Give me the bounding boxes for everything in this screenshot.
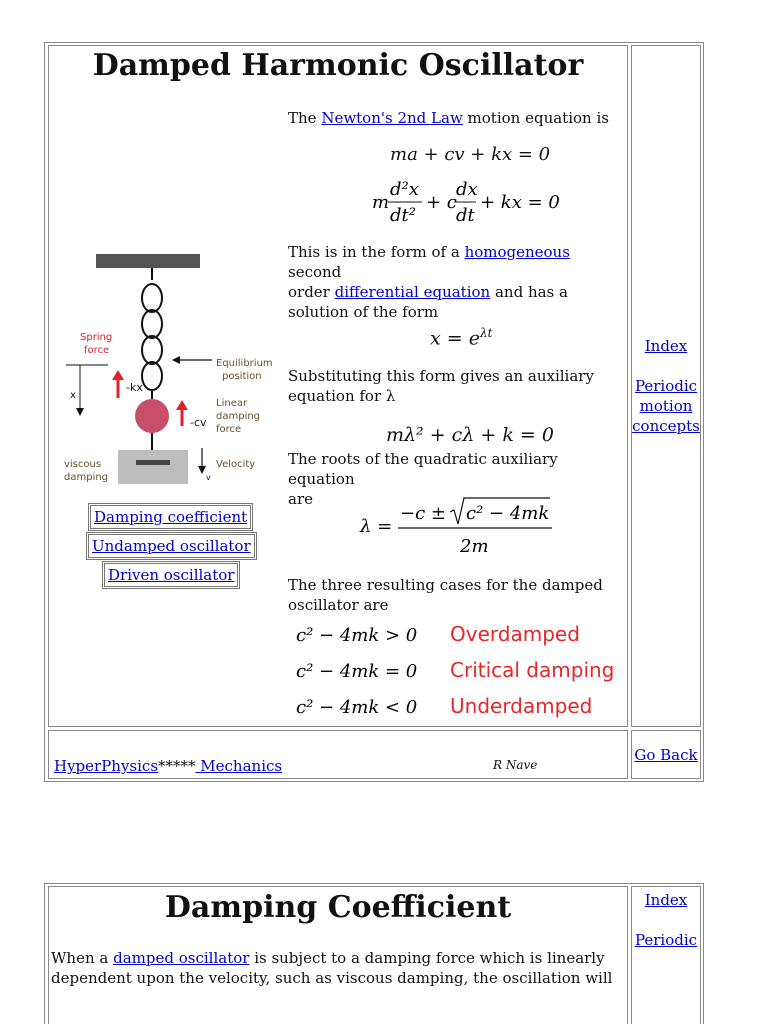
homogeneous-text [288,242,623,322]
index-link[interactable]: Index [644,337,688,355]
eq2-den2: dt [456,205,475,226]
damping-label: damping [216,411,261,422]
damper-box [118,450,188,484]
newtons-law-link[interactable]: Newton's 2nd Law [321,109,463,127]
eq2-den1: dt² [390,205,416,226]
case-underdamped-expr: c² − 4mk < 0 [296,697,418,718]
mechanics-link[interactable]: Mechanics [195,757,283,775]
damper-piston [136,460,170,465]
eq2-tail: + kx = 0 [480,192,560,213]
cases-intro-text [288,575,623,615]
side-index [631,336,701,356]
v-label: v [206,473,211,482]
case-underdamped-label: Underdamped [450,694,593,718]
side2-periodic [631,930,701,950]
p4-line1: The roots of the quadratic auxiliary equation [288,450,558,488]
periodic-link-2[interactable]: Periodic [634,931,698,949]
case-overdamped-expr: c² − 4mk > 0 [296,625,418,646]
p5-line2: oscillator are [288,596,389,614]
mass-ball [135,399,169,433]
periodic-motion-link-1[interactable]: Periodic [634,377,698,395]
case-critical-label: Critical damping [450,658,615,682]
viscous-damping-label: damping [64,472,109,483]
equation-auxiliary: mλ² + cλ + k = 0 [386,424,554,446]
damping-p-a: When a [51,949,114,967]
case-critical-expr: c² − 4mk = 0 [296,661,418,682]
velocity-label: Velocity [216,459,256,470]
equation-solution [430,326,492,349]
periodic-motion-link-3[interactable]: concepts [632,417,700,435]
author-credit: R Nave [493,758,538,772]
damping-force-arrowhead [176,400,188,410]
p2-b: second [288,263,342,281]
equilibrium-arrowhead [172,356,180,364]
equilibrium-label: Equilibrium [216,358,273,369]
index-link-2[interactable]: Index [644,891,688,909]
damping-p-line2: dependent upon the velocity, such as viscous damping, the oscillation will [51,969,613,987]
p3-line1: Substituting this form gives an auxiliary [288,367,594,385]
go-back-link[interactable]: Go Back [634,746,698,764]
undamped-oscillator-link[interactable]: Undamped oscillator [92,537,251,555]
force-label: force [216,424,242,435]
damping-p-b: is subject to a damping force which is linearly [249,949,605,967]
damping-title: Damping Coefficient [164,890,512,925]
kx-label: -kx [126,381,143,394]
p2-d: and has a [490,283,568,301]
hyperphysics-link[interactable]: HyperPhysics [54,757,159,775]
eq2-plus-c: + c [426,192,457,213]
side2-index [631,890,701,910]
eq3-exponent: λt [479,326,493,340]
footer-nav [54,756,282,776]
homogeneous-link[interactable]: homogeneous [464,243,570,261]
page-title: Damped Harmonic Oscillator [92,48,584,83]
spring-coil [142,268,162,400]
velocity-arrowhead [198,466,206,474]
cv-label: -cv [190,416,207,429]
equilibrium-label2: position [222,371,262,382]
eq2-m: m [372,192,390,213]
eq2-num2: dx [456,179,478,200]
spring-mass-diagram [60,250,280,490]
viscous-label: viscous [64,459,102,470]
eq5-radicand: c² − 4mk [466,503,550,524]
p2-c: order [288,283,335,301]
equation-roots [358,494,558,558]
damping-cases [294,618,624,724]
x-label: x [70,390,76,401]
damped-oscillator-link[interactable]: damped oscillator [113,949,250,967]
go-back-cell [631,745,701,765]
ceiling-bar [96,254,200,268]
eq5-den: 2m [460,536,489,557]
spring-force-arrowhead [112,370,124,380]
eq5-num: −c ± [400,503,446,524]
damping-paragraph [51,948,626,988]
damping-coefficient-box [88,503,253,531]
intro-suffix: motion equation is [462,109,609,127]
undamped-oscillator-box [86,532,257,560]
spring-force-label: Spring [80,332,113,343]
eq2-num1: d²x [390,179,419,200]
spring-force-label2: force [84,345,110,356]
equation-differential [370,176,560,232]
p3-line2: equation for λ [288,387,396,405]
p2-e: solution of the form [288,303,439,321]
equation-motion: ma + cv + kx = 0 [390,144,551,165]
eq3-lhs: x = e [430,327,480,350]
intro-text [288,108,609,128]
p5-line1: The three resulting cases for the damped [288,576,603,594]
x-arrowhead [76,408,84,416]
intro-prefix: The [288,109,322,127]
periodic-motion-link-2[interactable]: motion [639,397,693,415]
p2-a: This is in the form of a [288,243,465,261]
p4-line2: are [288,490,313,508]
footer-stars: ***** [158,757,196,775]
eq5-lhs: λ = [360,516,393,537]
linear-label: Linear [216,398,248,409]
differential-equation-link[interactable]: differential equation [334,283,491,301]
side-periodic [631,376,701,436]
case-overdamped-label: Overdamped [450,622,580,646]
damping-coefficient-link[interactable]: Damping coefficient [94,508,248,526]
driven-oscillator-box [102,561,240,589]
driven-oscillator-link[interactable]: Driven oscillator [108,566,235,584]
auxiliary-text [288,366,623,406]
